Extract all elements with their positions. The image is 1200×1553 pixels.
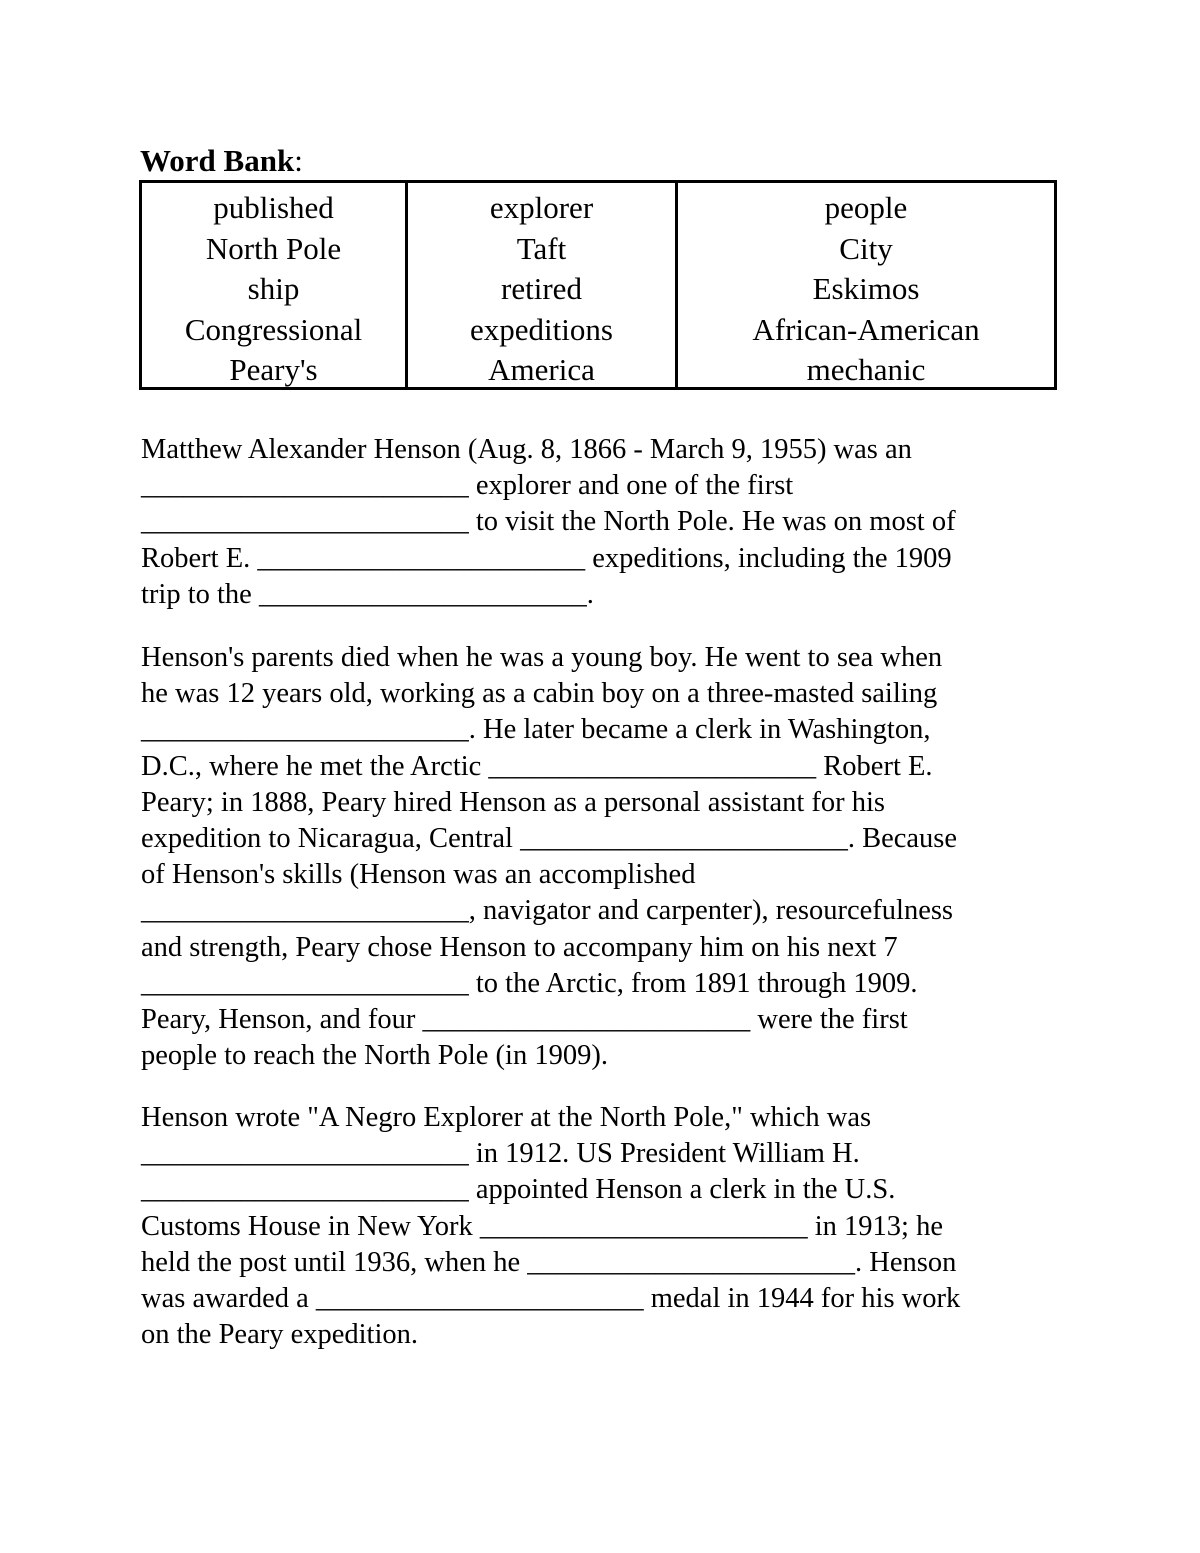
paragraph-line: held the post until 1936, when he _______________________. Henson <box>141 1246 957 1278</box>
paragraph-line: he was 12 years old, working as a cabin boy on a three-masted sailing <box>141 678 938 710</box>
paragraph-line: Matthew Alexander Henson (Aug. 8, 1866 - March 9, 1955) was an <box>141 434 912 465</box>
paragraph-line: Henson wrote "A Negro Explorer at the North Pole," which was <box>141 1102 872 1133</box>
paragraph-line: was awarded a _______________________ medal in 1944 for his work <box>141 1283 961 1315</box>
word-bank-word: people <box>824 190 908 225</box>
word-bank-heading <box>140 142 303 180</box>
word-bank-word: North Pole <box>205 230 342 266</box>
word-bank-table <box>139 180 1057 390</box>
paragraph-biography-intro <box>141 432 1071 613</box>
paragraph-line: trip to the _______________________. <box>141 578 594 610</box>
word-bank-colon: : <box>294 143 303 178</box>
paragraph-later-life <box>141 1100 1071 1353</box>
paragraph-line: Peary, Henson, and four _______________________ were the first <box>141 1004 908 1036</box>
paragraph-line: Robert E. _______________________ expeditions, including the 1909 <box>141 542 952 574</box>
paragraph-line: of Henson's skills (Henson was an accomplished <box>141 859 696 891</box>
word-bank-word: Peary's <box>229 352 318 388</box>
paragraph-line: Peary; in 1888, Peary hired Henson as a personal assistant for his <box>141 786 886 818</box>
word-bank-word: Eskimos <box>812 271 920 307</box>
paragraph-line: _______________________ to visit the North Pole. He was on most of <box>141 506 956 538</box>
word-bank-column <box>142 183 405 387</box>
word-bank-word: published <box>213 190 334 225</box>
word-bank-word: Congressional <box>184 311 363 347</box>
paragraph-line: D.C., where he met the Arctic _______________________ Robert E. <box>141 750 933 782</box>
word-bank-word: America <box>488 352 595 388</box>
word-bank-column <box>405 183 675 387</box>
word-bank-word: Taft <box>516 230 567 266</box>
word-bank-title: Word Bank <box>140 143 295 178</box>
paragraph-line: Customs House in New York _______________________ in 1913; he <box>141 1210 943 1242</box>
paragraph-line: and strength, Peary chose Henson to accompany him on his next 7 <box>141 931 898 963</box>
paragraph-line: _______________________ explorer and one of the first <box>141 470 794 502</box>
paragraph-line: _______________________. He later became a clerk in Washington, <box>141 714 931 746</box>
word-bank-word: expeditions <box>470 311 613 347</box>
paragraph-line: _______________________ appointed Henson a clerk in the U.S. <box>141 1174 896 1206</box>
word-bank-word: explorer <box>489 190 594 225</box>
paragraph-line: people to reach the North Pole (in 1909). <box>141 1040 608 1072</box>
word-bank-word: mechanic <box>806 352 926 388</box>
paragraph-line: on the Peary expedition. <box>141 1319 419 1351</box>
word-bank-column <box>675 183 1054 387</box>
paragraph-line: _______________________, navigator and carpenter), resourcefulness <box>141 895 954 927</box>
paragraph-line: expedition to Nicaragua, Central _______________________. Because <box>141 823 958 855</box>
word-bank-word: ship <box>247 271 300 307</box>
paragraph-line: _______________________ in 1912. US President William H. <box>141 1138 860 1170</box>
word-bank-word: retired <box>501 271 582 307</box>
paragraph-line: _______________________ to the Arctic, from 1891 through 1909. <box>141 967 918 999</box>
word-bank-word: City <box>839 230 893 266</box>
word-bank-word: African-American <box>752 311 980 347</box>
paragraph-early-life <box>141 640 1071 1074</box>
paragraph-line: Henson's parents died when he was a young boy. He went to sea when <box>141 642 943 673</box>
